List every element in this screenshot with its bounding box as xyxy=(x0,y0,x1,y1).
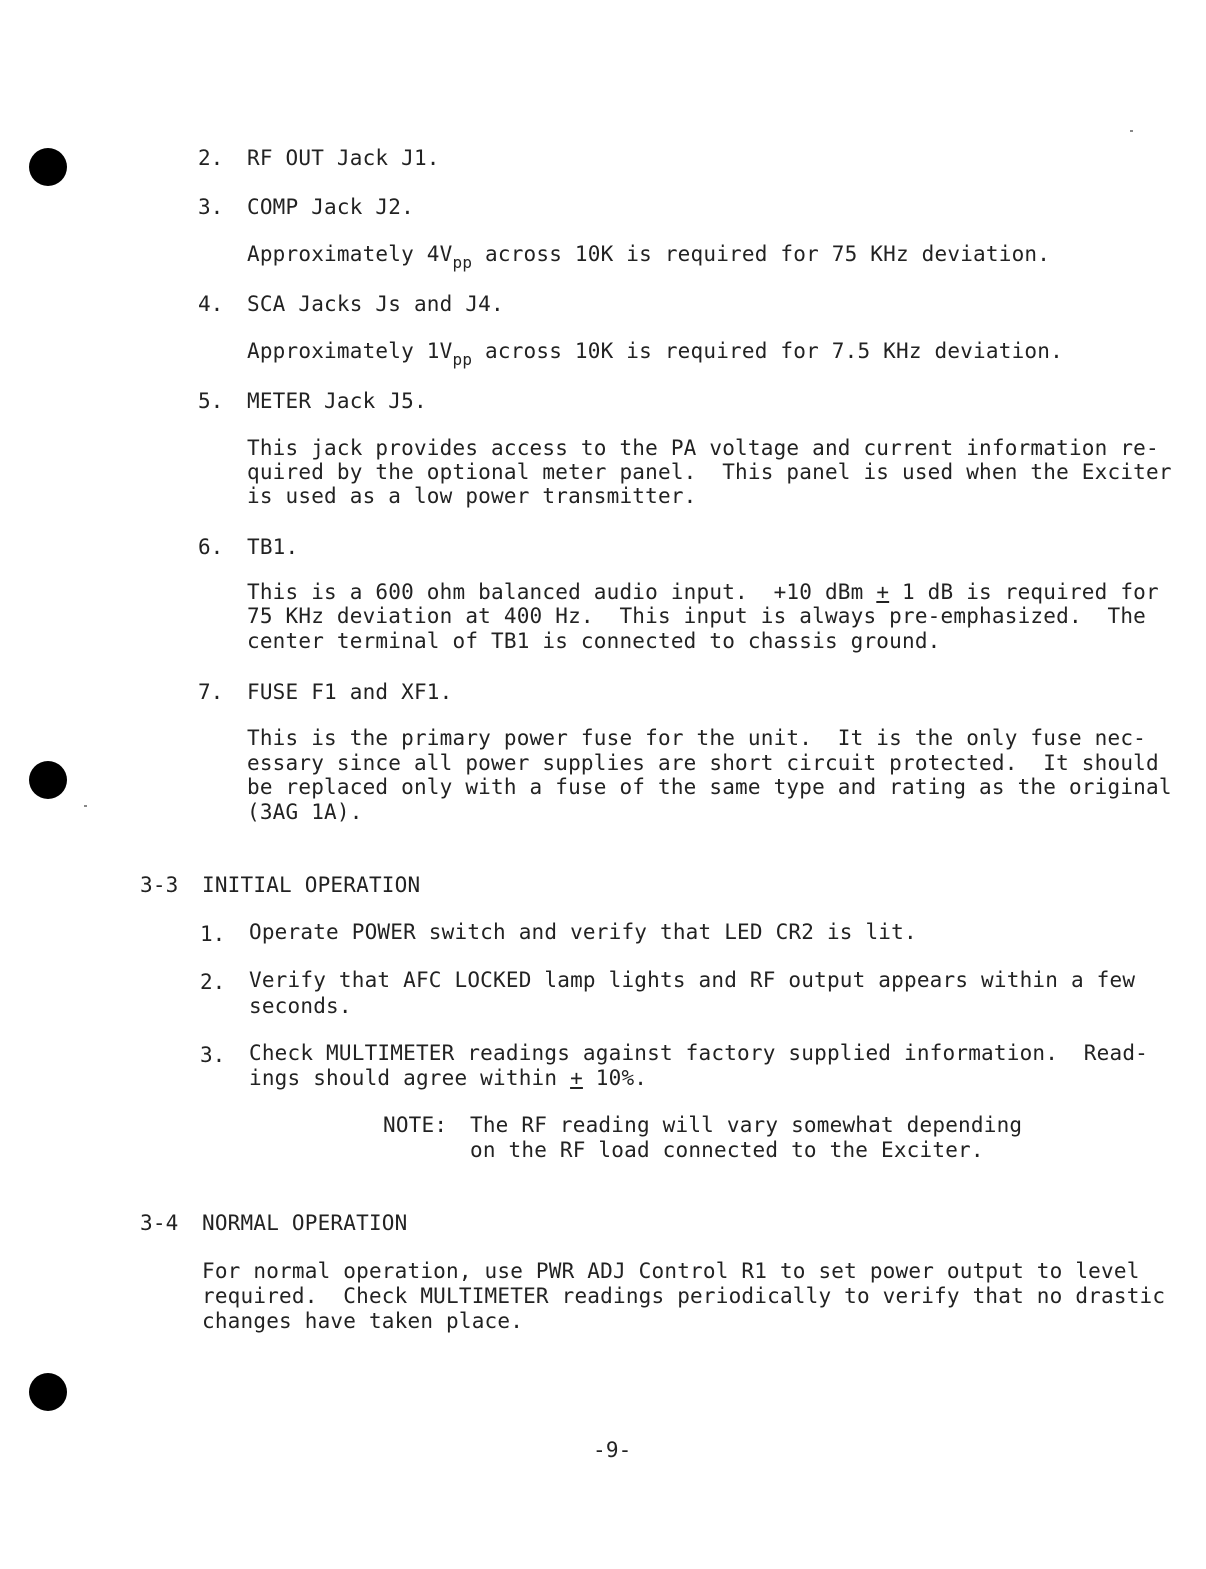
item-number: 4. xyxy=(198,292,224,316)
item-label: RF OUT Jack J1. xyxy=(247,146,440,170)
item-body-line: center terminal of TB1 is connected to chassis ground. xyxy=(247,629,941,653)
item-label: METER Jack J5. xyxy=(247,389,427,413)
step-text: ings should agree within + 10%. xyxy=(249,1066,648,1090)
step-number: 3. xyxy=(200,1043,226,1067)
item-number: 7. xyxy=(198,680,224,704)
item-label: TB1. xyxy=(247,535,299,559)
section-title: INITIAL OPERATION xyxy=(202,873,421,897)
item-label: FUSE F1 and XF1. xyxy=(247,680,453,704)
section-number: 3-4 xyxy=(140,1211,179,1235)
item-body-line: This is the primary power fuse for the unit. It is the only fuse nec- xyxy=(247,726,1147,750)
item-number: 5. xyxy=(198,389,224,413)
step-text: Verify that AFC LOCKED lamp lights and RF output appears within a few xyxy=(249,968,1136,992)
note-label: NOTE: xyxy=(383,1113,448,1137)
note-text: on the RF load connected to the Exciter. xyxy=(470,1138,984,1162)
section-number: 3-3 xyxy=(140,873,179,897)
section-body-line: required. Check MULTIMETER readings periodically to verify that no drastic xyxy=(202,1284,1166,1308)
note-text: The RF reading will vary somewhat depending xyxy=(470,1113,1023,1137)
item-body-line: is used as a low power transmitter. xyxy=(247,484,697,508)
section-title: NORMAL OPERATION xyxy=(202,1211,408,1235)
item-number: 2. xyxy=(198,146,224,170)
step-number: 2. xyxy=(200,970,226,994)
step-text: Check MULTIMETER readings against factory supplied information. Read- xyxy=(249,1041,1149,1065)
scan-speck xyxy=(1130,130,1133,132)
item-number: 6. xyxy=(198,535,224,559)
item-body-line: 75 KHz deviation at 400 Hz. This input is always pre-emphasized. The xyxy=(247,604,1147,628)
item-body-line: This is a 600 ohm balanced audio input. +10 dBm + 1 dB is required for xyxy=(247,580,1159,604)
item-body-line: be replaced only with a fuse of the same type and rating as the original xyxy=(247,775,1172,799)
step-text: seconds. xyxy=(249,994,352,1018)
item-number: 3. xyxy=(198,195,224,219)
item-body: Approximately $4V_{pp}$ across 10K is required for 75 KHz deviation. xyxy=(247,242,1051,272)
punch-hole-top xyxy=(29,148,67,186)
page-number: -9- xyxy=(593,1438,632,1462)
item-body-line: quired by the optional meter panel. This panel is used when the Exciter xyxy=(247,460,1172,484)
scan-speck xyxy=(84,805,87,807)
punch-hole-bottom xyxy=(29,1373,67,1411)
item-body-line: This jack provides access to the PA voltage and current information re- xyxy=(247,436,1159,460)
step-text: Operate POWER switch and verify that LED CR2 is lit. xyxy=(249,920,917,944)
item-body-line: (3AG 1A). xyxy=(247,800,363,824)
item-label: COMP Jack J2. xyxy=(247,195,414,219)
section-body-line: changes have taken place. xyxy=(202,1309,524,1333)
section-body-line: For normal operation, use PWR ADJ Control R1 to set power output to level xyxy=(202,1259,1140,1283)
item-body: Approximately $1V_{pp}$ across 10K is required for 7.5 KHz deviation. xyxy=(247,339,1063,369)
punch-hole-middle xyxy=(29,761,67,799)
step-number: 1. xyxy=(200,922,226,946)
item-label: SCA Jacks Js and J4. xyxy=(247,292,504,316)
item-body-line: essary since all power supplies are short circuit protected. It should xyxy=(247,751,1159,775)
